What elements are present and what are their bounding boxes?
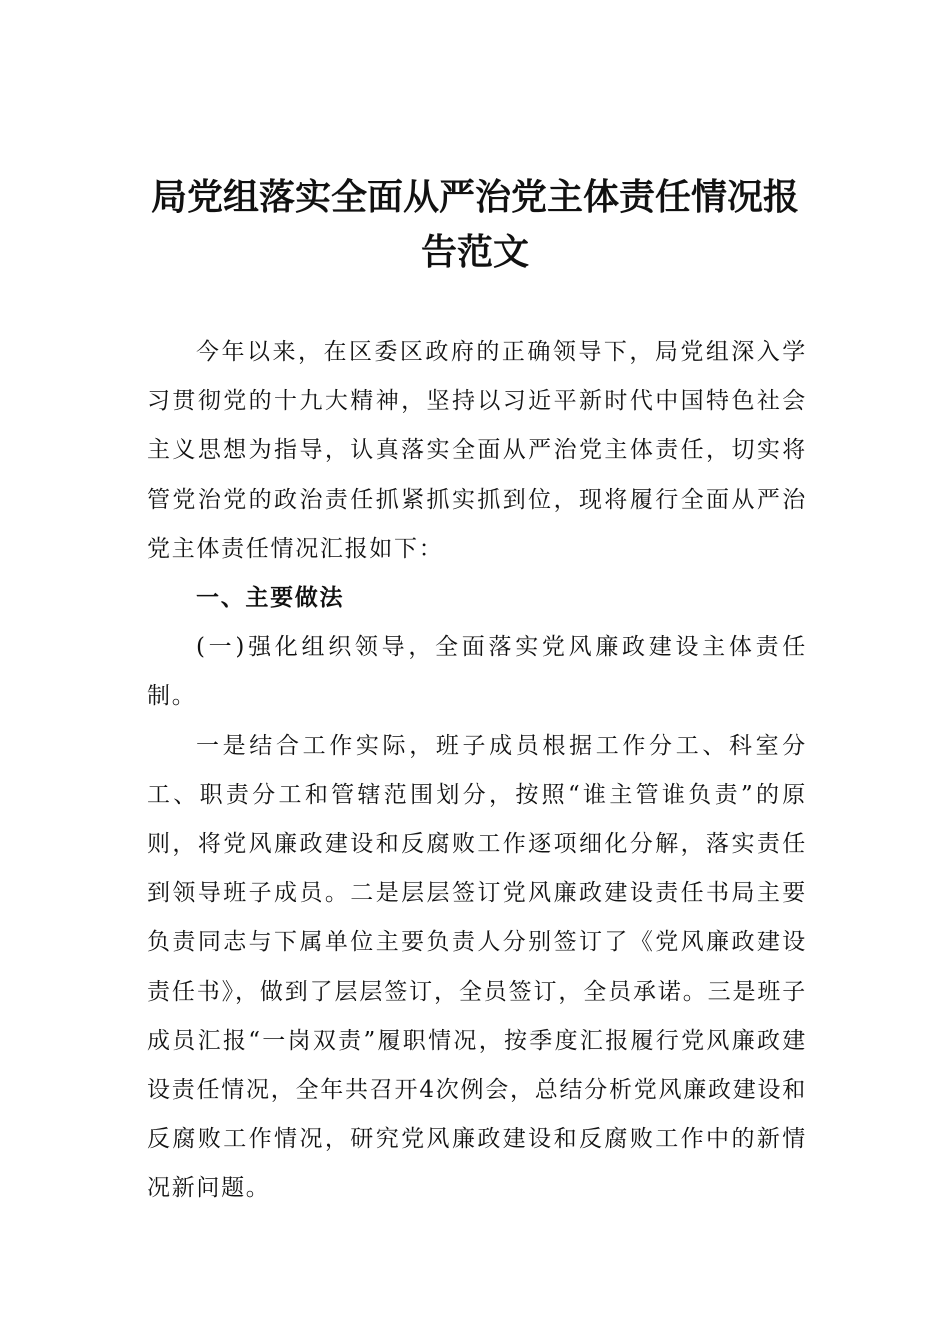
document-title [140,170,810,280]
body-paragraph: 一是结合工作实际，班子成员根据工作分工、科室分工、职责分工和管辖范围划分，按照“谁主管谁负责”的原则，将党风廉政建设和反腐败工作逐项细化分解，落实责任到领导班子成员。二是层层签订党风廉政建设责任书局主要负责同志与下属单位主要负责人分别签订了《党风廉政建设责任书》，做到了层层签订，全员签订，全员承诺。三是班子成员汇报“一岗双责”履职情况，按季度汇报履行党风廉政建设责任情况，全年共召开4次例会，总结分析党风廉政建设和反腐败工作情况，研究党风廉政建设和反腐败工作中的新情况新问题。 [147,732,807,1202]
subsection-heading: (一)强化组织领导，全面落实党风廉政建设主体责任制。 [147,634,807,710]
intro-paragraph: 今年以来，在区委区政府的正确领导下，局党组深入学习贯彻党的十九大精神，坚持以习近平新时代中国特色社会主义思想为指导，认真落实全面从严治党主体责任，切实将管党治党的政治责任抓紧抓实抓到位，现将履行全面从严治党主体责任情况汇报如下： [147,339,807,562]
document-body [147,328,807,1214]
section-heading: 一、主要做法 [196,585,345,612]
title-line-1: 局党组落实全面从严治党主体责任情况报 [150,176,799,218]
title-line-2: 告范文 [420,231,529,273]
